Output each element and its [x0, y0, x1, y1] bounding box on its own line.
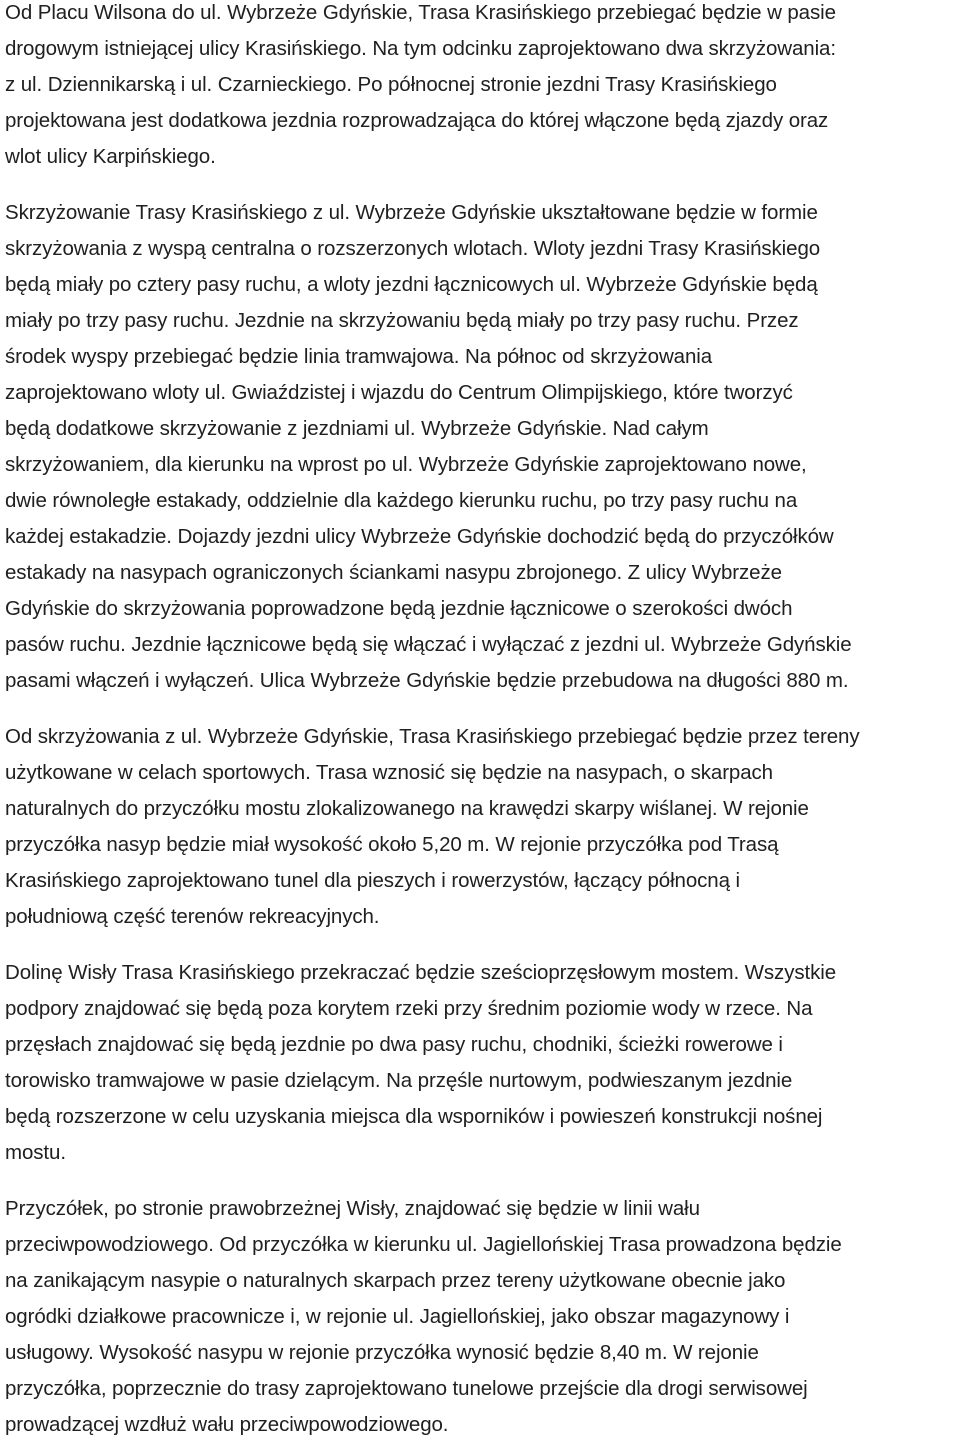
text-line: skrzyżowania z wyspą centralna o rozszerzonych wlotach. Wloty jezdni Trasy Krasińskiego [5, 237, 821, 260]
text-line: na zanikającym nasypie o naturalnych skarpach przez tereny użytkowane obecnie jako [5, 1269, 786, 1292]
text-line: Przyczółek, po stronie prawobrzeżnej Wisły, znajdować się będzie w linii wału [5, 1197, 700, 1220]
text-line: będą rozszerzone w celu uzyskania miejsca dla wsporników i powieszeń konstrukcji nośnej [5, 1105, 823, 1128]
text-line: pasami włączeń i wyłączeń. Ulica Wybrzeże Gdyńskie będzie przebudowa na długości 880 m. [5, 669, 849, 692]
text-line: estakady na nasypach ograniczonych ściankami nasypu zbrojonego. Z ulicy Wybrzeże [5, 561, 782, 584]
text-line: będą miały po cztery pasy ruchu, a wloty jezdni łącznicowych ul. Wybrzeże Gdyńskie będą [5, 273, 818, 296]
text-line: dwie równoległe estakady, oddzielnie dla każdego kierunku ruchu, po trzy pasy ruchu na [5, 489, 798, 512]
text-line: z ul. Dziennikarską i ul. Czarnieckiego. Po północnej stronie jezdni Trasy Krasińskiego [5, 73, 777, 96]
paragraph-3 [5, 719, 955, 935]
document-page [5, 0, 955, 1443]
text-line: projektowana jest dodatkowa jezdnia rozprowadzająca do której włączone będą zjazdy oraz [5, 109, 829, 132]
paragraph-5 [5, 1191, 955, 1443]
text-line: mostu. [5, 1141, 66, 1164]
paragraph-4 [5, 955, 955, 1171]
text-line: każdej estakadzie. Dojazdy jezdni ulicy Wybrzeże Gdyńskie dochodzić będą do przyczółków [5, 525, 834, 548]
text-line: torowisko tramwajowe w pasie dzielącym. Na przęśle nurtowym, podwieszanym jezdnie [5, 1069, 793, 1092]
text-line: Od skrzyżowania z ul. Wybrzeże Gdyńskie, Trasa Krasińskiego przebiegać będzie przez tereny [5, 725, 860, 748]
paragraph-2 [5, 195, 955, 699]
text-line: Skrzyżowanie Trasy Krasińskiego z ul. Wybrzeże Gdyńskie ukształtowane będzie w formie [5, 201, 818, 224]
text-line: przyczółka nasyp będzie miał wysokość około 5,20 m. W rejonie przyczółka pod Trasą [5, 833, 779, 856]
text-line: podpory znajdować się będą poza korytem rzeki przy średnim poziomie wody w rzece. Na [5, 997, 813, 1020]
text-line: Dolinę Wisły Trasa Krasińskiego przekraczać będzie sześcioprzęsłowym mostem. Wszystkie [5, 961, 837, 984]
text-line: pasów ruchu. Jezdnie łącznicowe będą się włączać i wyłączać z jezdni ul. Wybrzeże Gdyńskie [5, 633, 852, 656]
text-line: będą dodatkowe skrzyżowanie z jezdniami ul. Wybrzeże Gdyńskie. Nad całym [5, 417, 709, 440]
paragraph-gap [5, 935, 955, 955]
text-line: ogródki działkowe pracownicze i, w rejonie ul. Jagiellońskiej, jako obszar magazynowy i [5, 1305, 790, 1328]
text-line: miały po trzy pasy ruchu. Jezdnie na skrzyżowaniu będą miały po trzy pasy ruchu. Przez [5, 309, 799, 332]
paragraph-gap [5, 175, 955, 195]
text-line: prowadzącej wzdłuż wału przeciwpowodziowego. [5, 1413, 449, 1436]
text-line: zaprojektowano wloty ul. Gwiaździstej i wjazdu do Centrum Olimpijskiego, które tworzyć [5, 381, 793, 404]
text-line: Krasińskiego zaprojektowano tunel dla pieszych i rowerzystów, łączący północną i [5, 869, 740, 892]
text-line: wlot ulicy Karpińskiego. [5, 145, 216, 168]
text-line: skrzyżowaniem, dla kierunku na wprost po ul. Wybrzeże Gdyńskie zaprojektowano nowe, [5, 453, 807, 476]
text-line: Od Placu Wilsona do ul. Wybrzeże Gdyńskie, Trasa Krasińskiego przebiegać będzie w pasie [5, 1, 836, 24]
text-line: użytkowane w celach sportowych. Trasa wznosić się będzie na nasypach, o skarpach [5, 761, 773, 784]
text-line: południową część terenów rekreacyjnych. [5, 905, 380, 928]
text-line: drogowym istniejącej ulicy Krasińskiego. Na tym odcinku zaprojektowano dwa skrzyżowania: [5, 37, 836, 60]
paragraph-1 [5, 0, 955, 175]
text-line: przeciwpowodziowego. Od przyczółka w kierunku ul. Jagiellońskiej Trasa prowadzona będzie [5, 1233, 842, 1256]
text-line: środek wyspy przebiegać będzie linia tramwajowa. Na północ od skrzyżowania [5, 345, 713, 368]
text-line: naturalnych do przyczółku mostu zlokalizowanego na krawędzi skarpy wiślanej. W rejonie [5, 797, 809, 820]
paragraph-gap [5, 699, 955, 719]
paragraph-gap [5, 1171, 955, 1191]
text-line: Gdyńskie do skrzyżowania poprowadzone będą jezdnie łącznicowe o szerokości dwóch [5, 597, 793, 620]
text-line: usługowy. Wysokość nasypu w rejonie przyczółka wynosić będzie 8,40 m. W rejonie [5, 1341, 759, 1364]
text-line: przęsłach znajdować się będą jezdnie po dwa pasy ruchu, chodniki, ścieżki rowerowe i [5, 1033, 783, 1056]
text-line: przyczółka, poprzecznie do trasy zaprojektowano tunelowe przejście dla drogi serwisowej [5, 1377, 808, 1400]
